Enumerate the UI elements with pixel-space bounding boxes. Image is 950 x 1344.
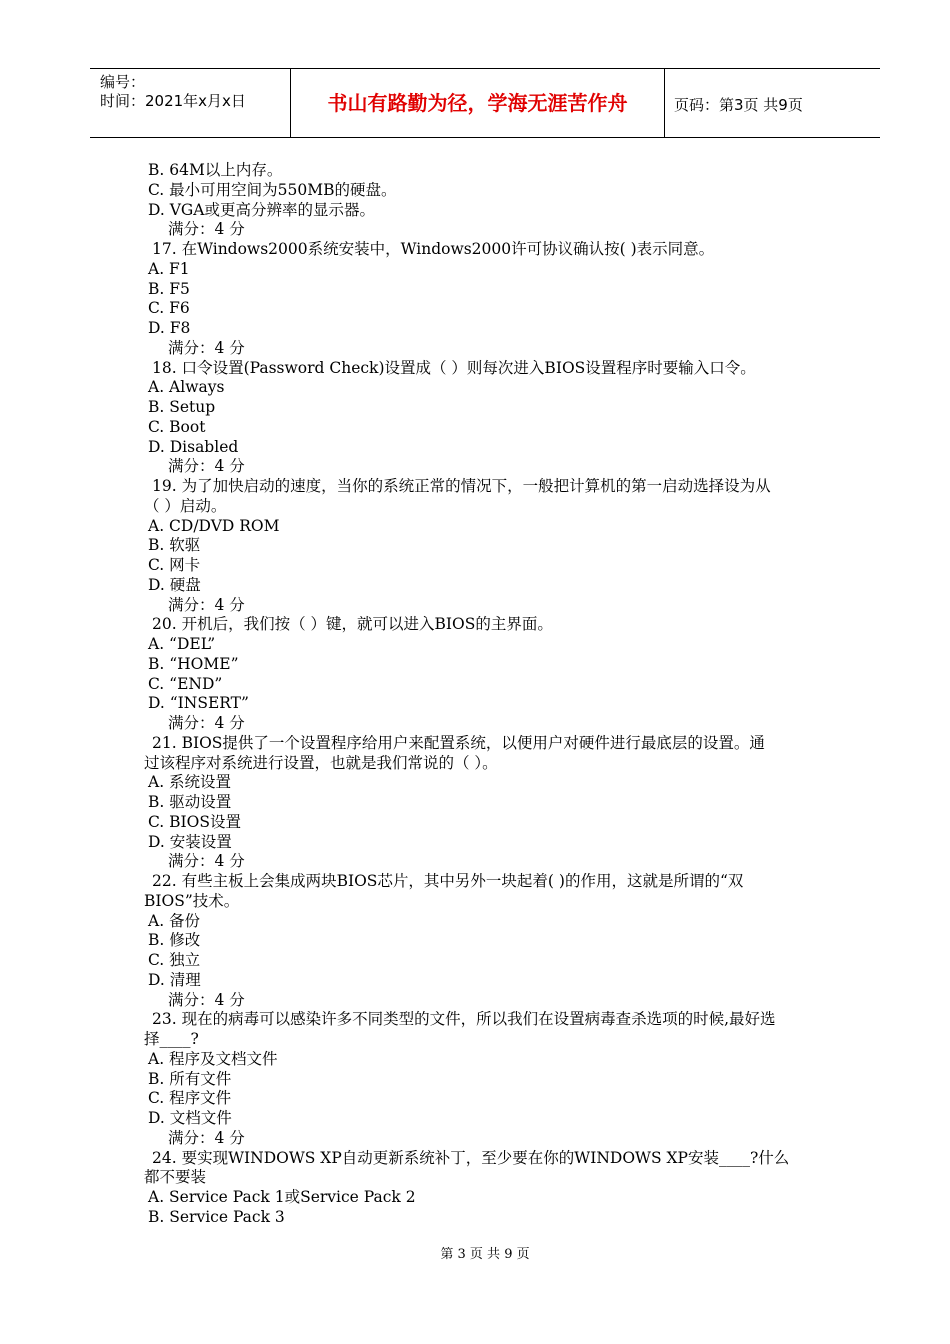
page-code-label: 页码：第3页 共9页	[674, 96, 803, 114]
question-text-continued: （ ）启动。	[144, 496, 227, 515]
answer-option: B. 软驱	[148, 536, 201, 555]
question-text-continued: BIOS”技术。	[144, 891, 240, 910]
question-text: 18. 口令设置(Password Check)设置成（ ）则每次进入BIOS设置程序时要输入口令。	[152, 358, 756, 377]
score-line: 满分：4 分	[168, 1128, 245, 1147]
question-text-continued: 都不要装	[144, 1168, 207, 1187]
question-text: 24. 要实现WINDOWS XP自动更新系统补丁，至少要在你的WINDOWS XP安装____?什么	[152, 1148, 790, 1167]
answer-option: B. 驱动设置	[148, 793, 232, 811]
answer-option: C. 最小可用空间为550MB的硬盘。	[148, 180, 397, 199]
answer-option: A. F1	[148, 259, 190, 278]
answer-option: B. “HOME”	[148, 654, 239, 673]
answer-option: D. F8	[148, 319, 191, 337]
question-text-continued: 择____?	[144, 1030, 199, 1048]
answer-option: D. 文档文件	[148, 1109, 232, 1127]
answer-option: C. F6	[148, 299, 190, 318]
score-line: 满分：4 分	[168, 595, 245, 614]
answer-option: A. CD/DVD ROM	[148, 516, 280, 535]
answer-option: B. Setup	[148, 398, 216, 416]
answer-option: B. Service Pack 3	[148, 1207, 285, 1226]
answer-option: C. Boot	[148, 417, 206, 436]
score-line: 满分：4 分	[168, 714, 245, 732]
answer-option: A. 系统设置	[148, 773, 232, 792]
answer-option: A. “DEL”	[148, 635, 216, 653]
motto-text: 书山有路勤为径，学海无涯苦作舟	[327, 91, 628, 115]
answer-option: A. 程序及文档文件	[148, 1049, 278, 1068]
answer-option: B. 修改	[148, 931, 201, 950]
answer-option: D. 清理	[148, 970, 201, 989]
answer-option: D. Disabled	[148, 437, 239, 456]
question-text: 20. 开机后，我们按（ ）键，就可以进入BIOS的主界面。	[152, 615, 553, 634]
date-label: 时间：2021年x月x日	[100, 92, 246, 110]
score-line: 满分：4 分	[168, 457, 245, 476]
answer-option: C. BIOS设置	[148, 812, 242, 831]
answer-option: D. 硬盘	[148, 575, 201, 594]
question-text: 22. 有些主板上会集成两块BIOS芯片，其中另外一块起着( )的作用，这就是所谓的“双	[152, 872, 744, 890]
question-text: 21. BIOS提供了一个设置程序给用户来配置系统，以便用户对硬件进行最底层的设置。通	[152, 733, 765, 752]
answer-option: B. F5	[148, 279, 190, 298]
question-text-continued: 过该程序对系统进行设置，也就是我们常说的（ ）。	[144, 753, 498, 772]
question-text: 23. 现在的病毒可以感染许多不同类型的文件，所以我们在设置病毒查杀选项的时候,最好选	[152, 1010, 776, 1029]
answer-option: A. Service Pack 1或Service Pack 2	[148, 1188, 416, 1206]
answer-option: D. 安装设置	[148, 832, 232, 851]
page-footer: 第 3 页 共 9 页	[440, 1247, 530, 1262]
header-middle-cell	[290, 69, 665, 137]
score-line: 满分：4 分	[168, 852, 245, 871]
answer-option: C. “END”	[148, 674, 223, 693]
answer-option: A. 备份	[148, 911, 201, 930]
score-line: 满分：4 分	[168, 220, 245, 239]
header-left-cell	[90, 69, 290, 137]
answer-option: C. 网卡	[148, 556, 201, 574]
question-text: 19. 为了加快启动的速度，当你的系统正常的情况下，一般把计算机的第一启动选择设为从	[152, 477, 771, 495]
answer-option: D. VGA或更高分辨率的显示器。	[148, 200, 375, 219]
question-text: 17. 在Windows2000系统安装中，Windows2000许可协议确认按( )表示同意。	[152, 240, 715, 258]
page-header	[90, 68, 880, 138]
score-line: 满分：4 分	[168, 990, 245, 1009]
answer-option: C. 独立	[148, 951, 201, 969]
doc-number-label: 编号：	[100, 73, 146, 91]
answer-option: B. 64M以上内存。	[148, 161, 283, 179]
header-right-cell	[664, 69, 880, 137]
answer-option: C. 程序文件	[148, 1089, 232, 1108]
answer-option: A. Always	[148, 378, 225, 397]
answer-option: B. 所有文件	[148, 1069, 232, 1088]
answer-option: D. “INSERT”	[148, 694, 249, 713]
score-line: 满分：4 分	[168, 338, 245, 357]
